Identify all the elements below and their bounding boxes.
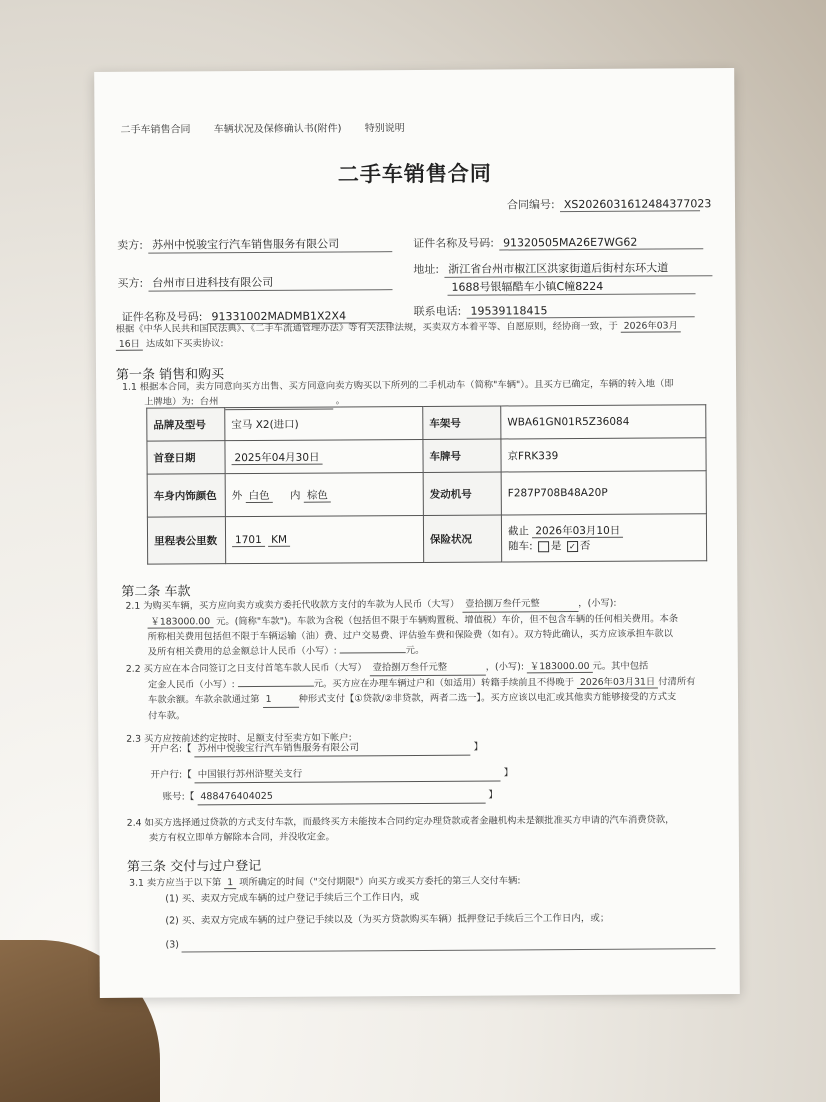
address-row2 <box>447 274 695 296</box>
phone-label: 联系电话: <box>413 304 462 319</box>
price-lowercase: ￥183000.00 <box>148 616 214 628</box>
tab-contract: 二手车销售合同 <box>120 124 191 136</box>
clause-2-2-b: ，(小写): <box>485 661 525 673</box>
delivery-option-3-line <box>182 948 716 952</box>
account-number-label: 账号:【 <box>162 791 195 803</box>
account-name-value: 苏州中悦骏宝行汽车销售服务有限公司 <box>195 740 471 758</box>
color-label: 车身内饰颜色 <box>147 474 225 517</box>
account-bank-row <box>150 765 513 783</box>
balance-due-date: 2026年03月31日 <box>577 677 658 689</box>
mileage-cell <box>225 515 423 563</box>
account-bank-value: 中国银行苏州浒墅关支行 <box>195 765 501 783</box>
clause-1-1-text: 根据本合同，卖方同意向买方出售、买方同意向卖方购买以下所列的二手机动车（简称"车辆"）。且买方已确定，车辆的转入地（即 <box>139 378 674 393</box>
buyer-id-label: 证件名称及号码: <box>121 310 203 324</box>
contract-paper <box>94 68 740 998</box>
account-name-row <box>150 740 483 758</box>
clause-2-2-f: 付清所有 <box>658 676 696 688</box>
clause-3-1-b: 项所确定的时间（"交付期限"）向买方或买方委托的第三人交付车辆: <box>239 875 521 889</box>
table-row <box>147 514 706 564</box>
contract-number <box>506 192 712 212</box>
mileage-value: 1701 <box>232 534 265 547</box>
clause-2-2-i: 付车款。 <box>148 710 186 722</box>
bracket-close: 】 <box>503 767 514 779</box>
table-row <box>147 405 706 441</box>
clause-2-2-a: 买方应在本合同签订之日支付首笔车款人民币（大写） <box>143 662 367 675</box>
clause-2-1-b: ，(小写): <box>578 597 617 610</box>
delivery-choice: 1 <box>224 877 236 889</box>
seller-id-row <box>413 230 703 251</box>
first-payment-uppercase: 壹拾捌万叁仟元整 <box>370 660 486 677</box>
insurance-cell <box>501 514 706 562</box>
brand-value: 宝马 X2(进口) <box>225 406 423 440</box>
preamble-date: 2026年03月 <box>621 320 681 332</box>
address-line1: 浙江省台州市椒江区洪家街道后街村东环大道 <box>444 259 712 278</box>
insurance-until-label: 截止 <box>507 525 530 538</box>
clause-2-2-num: 2.2 <box>125 663 141 675</box>
clause-2-4-a: 如买方选择通过贷款的方式支付车款，而最终买方未能按本合同约定办理贷款或者金融机构未是额批准买方申请的汽车消费贷款， <box>144 814 675 829</box>
seller-value: 苏州中悦骏宝行汽车销售服务有限公司 <box>148 235 392 253</box>
bracket-close: 】 <box>488 789 498 801</box>
outer-color-value: 白色 <box>246 489 273 502</box>
clause-2-1-f: 元。 <box>405 644 425 657</box>
yes-label: 是 <box>550 540 562 553</box>
clause-2-1 <box>125 595 725 660</box>
seller-row <box>117 232 392 254</box>
delivery-option-3: (3) <box>165 939 180 951</box>
page-title: 二手车销售合同 <box>337 161 492 187</box>
seller-label: 卖方: <box>117 238 143 252</box>
vin-value: WBA61GN01R5Z36084 <box>501 405 706 439</box>
payment-method-choice: 1 <box>263 692 299 708</box>
clause-2-4-num: 2.4 <box>126 817 142 829</box>
clause-2-3-num: 2.3 <box>126 733 142 745</box>
clause-2-1-a: 为购买车辆，买方应向卖方或卖方委托代收款方支付的车款为人民币（大写） <box>143 598 460 612</box>
table-row <box>147 471 706 517</box>
mileage-label: 里程表公里数 <box>147 517 225 564</box>
first-payment-lowercase: ￥183000.00 <box>527 661 593 673</box>
no-label: 否 <box>579 539 591 553</box>
clause-3-1-num: 3.1 <box>129 877 144 889</box>
clause-1-1-num: 1.1 <box>122 381 137 393</box>
clause-2-4 <box>127 812 727 846</box>
section-2-title: 第二条 车款 <box>121 584 191 600</box>
account-name-label: 开户名:【 <box>150 743 192 755</box>
tab-special-notes: 特别说明 <box>364 123 405 135</box>
plate-label: 车牌号 <box>423 439 501 472</box>
preamble-text: 根据《中华人民共和国民法典》、《二手车流通管理办法》等有关法律法规，买卖双方本着平等、自愿原则，经协商一致，于 <box>115 320 618 335</box>
tab-vehicle-condition: 车辆状况及保修确认书(附件) <box>213 123 342 136</box>
brand-label: 品牌及型号 <box>147 408 225 441</box>
contract-number-label: 合同编号: <box>506 198 555 212</box>
clause-2-2-d: 定金人民币（小写）: <box>147 679 235 691</box>
reg-date-label: 首登日期 <box>147 441 225 474</box>
account-number-row <box>163 788 498 806</box>
address-line2: 1688号银辐酷车小镇C幢8224 <box>447 277 695 296</box>
bracket-close: 】 <box>473 741 484 753</box>
buyer-id-value: 91331002MADMB1X2X4 <box>207 309 391 324</box>
color-cell <box>225 472 423 516</box>
with-car-label: 随车: <box>508 540 533 553</box>
phone-row <box>414 298 695 319</box>
vin-label: 车架号 <box>423 406 501 439</box>
vehicle-table <box>146 404 707 564</box>
seller-id-value: 91320505MA26E7WG62 <box>499 235 703 250</box>
inner-color-value: 棕色 <box>304 489 331 502</box>
registration-place: 台州 <box>197 394 333 411</box>
clause-2-2 <box>126 658 726 724</box>
phone-value: 19539118415 <box>466 303 694 318</box>
buyer-label: 买方: <box>117 276 144 290</box>
clause-2-1-e: 及所有相关费用的总金额总计人民币（小写）: <box>147 645 337 658</box>
inner-color-label: 内 <box>289 489 301 502</box>
preamble <box>116 318 726 352</box>
clause-2-2-c: 元。其中包括 <box>592 660 649 672</box>
clause-2-1-d: 所称相关费用包括但不限于车辆运输（油）费、过户交易费、评估验车费和保险费（如有）。双方特此确认，买方应该承担车款以 <box>147 628 673 643</box>
account-bank-label: 开户行:【 <box>150 769 192 781</box>
clause-2-1-c: 元。(简称"车款")。车款为含税（包括但不限于车辆购置税、增值税）车价，但不包含车辆的任何相关费用。本条 <box>216 613 679 628</box>
seller-id-label: 证件名称及号码: <box>413 236 494 251</box>
insurance-label: 保险状况 <box>423 515 501 562</box>
section-3-title: 第三条 交付与过户登记 <box>126 858 262 875</box>
clause-2-2-h: 种形式支付【①贷款/②非贷款，两者二选一】。买方应该以电汇或其他卖方能够接受的方式支 <box>298 691 677 705</box>
buyer-value: 台州市日进科技有限公司 <box>148 273 392 291</box>
plate-value: 京FRK339 <box>501 438 706 472</box>
check-icon: ✓ <box>568 541 576 551</box>
mileage-unit: KM <box>268 534 290 547</box>
reg-date-value: 2025年04月30日 <box>231 451 322 465</box>
section-1-title: 第一条 销售和购买 <box>115 367 225 383</box>
clause-2-4-b: 卖方有权立即单方解除本合同，并没收定金。 <box>148 831 335 844</box>
clause-1-1-end: 。 <box>335 395 346 407</box>
buyer-row <box>117 270 392 292</box>
header-tabs <box>120 119 424 136</box>
clause-2-1-num: 2.1 <box>125 600 141 612</box>
checkbox-no[interactable] <box>567 541 578 552</box>
engine-value: F287P708B48A20P <box>501 471 706 515</box>
outer-color-label: 外 <box>231 489 243 502</box>
preamble-date-day: 16日 <box>116 339 143 351</box>
preamble-end: 达成如下买卖协议: <box>145 338 224 350</box>
address-label: 地址: <box>413 262 440 277</box>
clause-2-2-g: 车款余额。车款余款通过第 <box>147 693 260 706</box>
checkbox-yes[interactable] <box>538 541 549 552</box>
reg-date-cell <box>225 439 423 473</box>
engine-label: 发动机号 <box>423 472 501 515</box>
clause-2-2-e: 元。买方应在办理车辆过户和（如适用）转籍手续前且不得晚于 <box>313 677 575 690</box>
clause-1-1-text2: 上牌地）为: <box>144 396 194 408</box>
insurance-until-value: 2026年03月10日 <box>532 525 623 539</box>
clause-2-3-a: 买方应按前述约定按时、足额支付至卖方如下帐户: <box>143 732 352 745</box>
price-uppercase: 壹拾捌万叁仟元整 <box>462 596 578 613</box>
delivery-option-1: (1) 买、卖双方完成车辆的过户登记手续后三个工作日内，或 <box>165 891 420 905</box>
contract-number-value: XS2026031612484377023 <box>560 197 700 212</box>
delivery-option-2: (2) 买、卖双方完成车辆的过户登记手续以及（为买方贷款购买车辆）抵押登记手续后三个工作日内，或； <box>165 912 610 927</box>
table-row <box>147 438 706 474</box>
clause-3-1 <box>129 872 729 891</box>
account-number-value: 488476404025 <box>197 788 485 806</box>
clause-3-1-a: 卖方应当于以下第 <box>146 877 222 889</box>
